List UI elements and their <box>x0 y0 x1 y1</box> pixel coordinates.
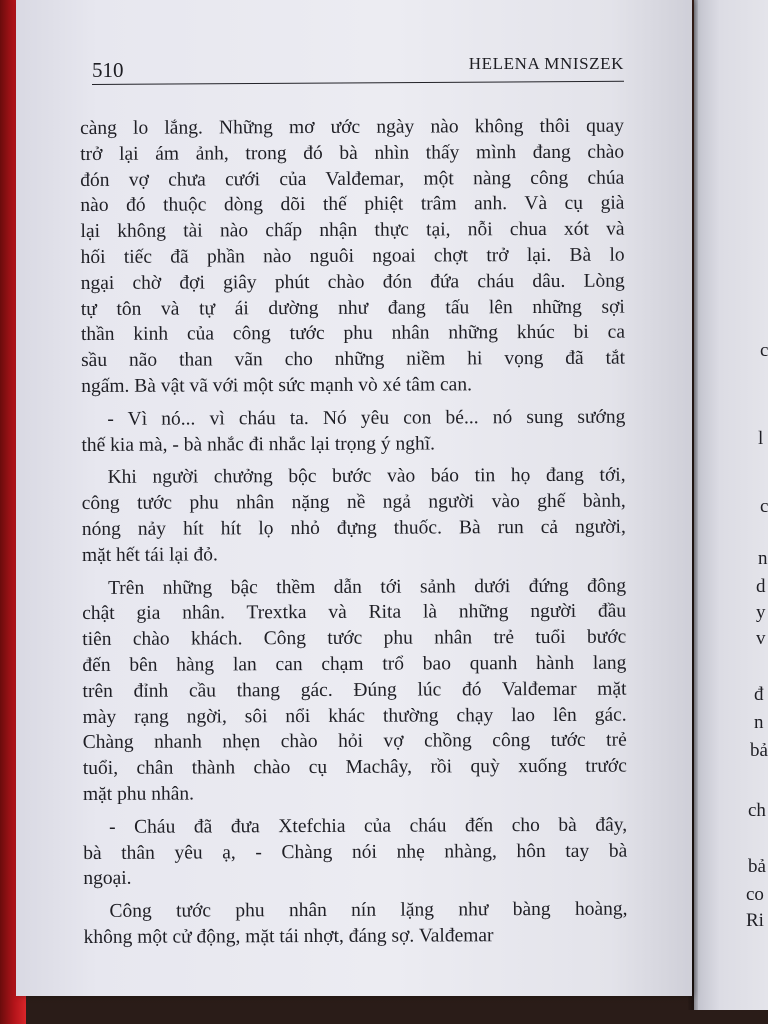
text-line: tự tôn và tự ái dường như đang tấu lên những sợi <box>80 296 625 320</box>
text-line: mặt hết tái lại đỏ. <box>81 544 218 566</box>
facing-fragment: y <box>756 602 766 623</box>
facing-fragment: c <box>760 496 768 517</box>
text-line: lại không tài nào chấp nhận thực tại, nỗi chua xót và <box>80 218 625 243</box>
text-line: ngại chờ đợi giây phút chào đón đứa cháu dâu. Lòng <box>80 270 625 294</box>
text-line: ngấm. Bà vật vã với một sức mạnh vò xé tâm can. <box>81 374 472 397</box>
text-line: tuổi, chân thành chào cụ Machây, rồi quỳ xuống trước <box>82 755 627 780</box>
paragraph <box>81 404 625 458</box>
facing-fragment: l <box>758 428 764 449</box>
page-number: 510 <box>92 58 124 82</box>
facing-fragment: Ri <box>746 910 764 931</box>
paragraph <box>83 812 627 892</box>
text-line: mày rạng ngời, sôi nổi khác thường chạy lao lên gác. <box>82 704 627 728</box>
paragraph <box>82 463 626 569</box>
text-line: trở lại ám ảnh, trong đó bà nhìn thấy mình đang chào <box>80 141 625 165</box>
text-line: nào đó thuộc dòng dõi thế phiệt trâm anh. Và cụ già <box>80 193 625 217</box>
text-line: ngoại. <box>83 868 132 890</box>
running-head: HELENA MNISZEK <box>468 54 624 73</box>
text-line: Công tước phu nhân nín lặng như bàng hoàng, <box>109 898 628 922</box>
text-line: - Vì nó... vì cháu ta. Nó yêu con bé... nó sung sướng <box>107 406 626 430</box>
text-line: công tước phu nhân nặng nề ngả người vào ghế bành, <box>81 490 626 515</box>
text-line: càng lo lắng. Những mơ ước ngày nào không thôi quay <box>80 115 625 139</box>
facing-fragment: bả <box>750 740 768 761</box>
facing-fragment: d <box>756 576 766 597</box>
facing-fragment: v <box>756 628 766 649</box>
text-line: Trên những bậc thềm dẫn tới sảnh dưới đứng đông <box>108 575 627 599</box>
paragraph <box>83 897 627 951</box>
paragraph <box>82 573 627 808</box>
text-line: Chàng nhanh nhẹn chào hỏi vợ chồng công tước trẻ <box>82 729 627 754</box>
text-line: mặt phu nhân. <box>82 783 195 805</box>
facing-fragment: đ <box>754 684 764 705</box>
text-line: Khi người chưởng bộc bước vào báo tin họ đang tới, <box>107 464 626 489</box>
text-line: tiên chào khách. Công tước phu nhân trẻ tuổi bước <box>82 626 627 651</box>
text-line: - Cháu đã đưa Xtefchia của cháu đến cho bà đây, <box>109 814 628 838</box>
text-line: đến bên hàng lan can chạm trổ bao quanh hành lang <box>82 652 627 676</box>
text-line: nóng nảy hít hít lọ nhỏ đựng thuốc. Bà run cả người, <box>81 516 626 540</box>
facing-fragment: ch <box>748 800 766 821</box>
text-line: thế kia mà, - bà nhắc đi nhắc lại trọng ý nghĩ. <box>81 433 436 456</box>
text-line: bà thân yêu ạ, - Chàng nói nhẹ nhàng, hôn tay bà <box>83 840 628 864</box>
facing-fragment: n <box>758 548 768 569</box>
facing-fragment: n <box>754 712 764 733</box>
facing-fragment: co <box>746 884 764 905</box>
facing-fragment: bả <box>748 856 766 877</box>
text-line: sầu não than vãn cho những niềm hi vọng đã tắt <box>81 347 626 372</box>
text-line: thần kinh của công tước phu nhân những khúc bi ca <box>80 321 625 346</box>
text-line: trên đỉnh cầu thang gác. Đúng lúc đó Valđemar mặt <box>82 678 627 702</box>
text-line: đón vợ chưa cưới của Valđemar, một nàng công chúa <box>80 167 625 191</box>
text-line: không một cử động, mặt tái nhợt, đáng sợ. Valđemar <box>83 925 494 948</box>
body-text <box>80 114 628 958</box>
facing-fragment: c <box>760 340 768 361</box>
text-line: hối tiếc đã phần nào nguôi ngoai chợt trở lại. Bà lo <box>80 244 625 268</box>
page-header <box>92 54 624 84</box>
text-line: chật gia nhân. Trextka và Rita là những người đầu <box>82 600 627 625</box>
paragraph <box>80 114 625 400</box>
